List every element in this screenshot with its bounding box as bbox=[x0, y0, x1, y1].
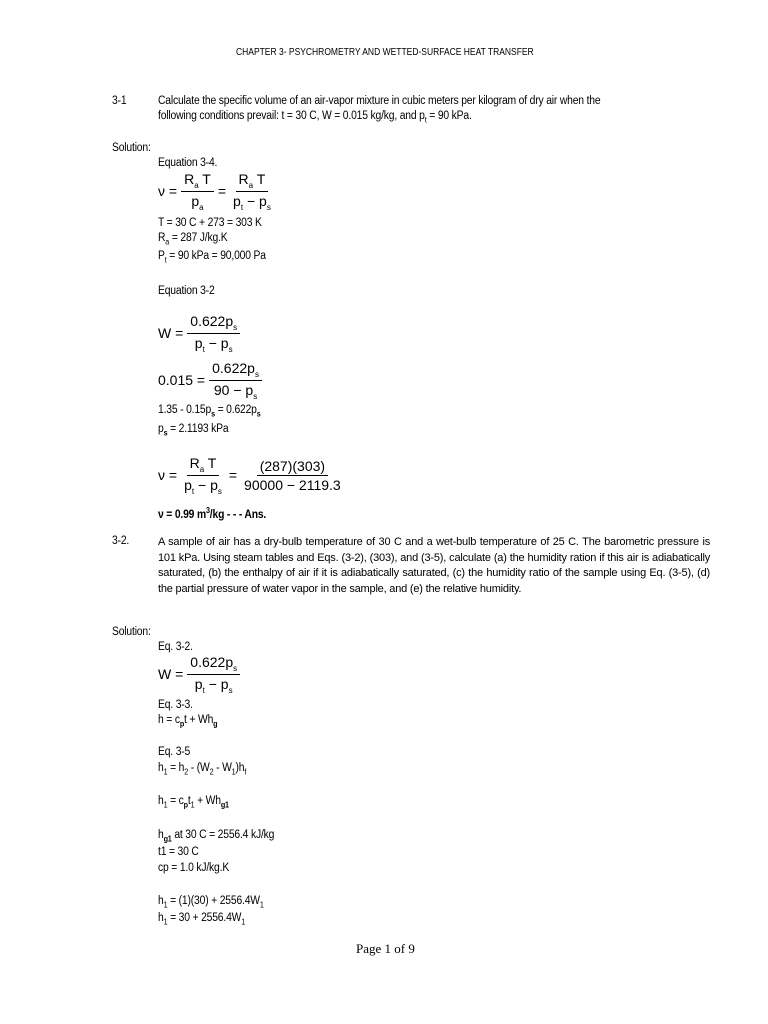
ps-equation-line: $1.35 - 0.15p_s = 0.622p_s$ bbox=[158, 404, 261, 419]
page-header: CHAPTER 3- PSYCHROMETRY AND WETTED-SURFACE HEAT TRANSFER bbox=[236, 47, 534, 58]
problem-3-1-text-line1: Calculate the specific volume of an air-vapor mixture in cubic meters per kilogram of dry air when the bbox=[158, 95, 601, 107]
ps-value-line: $p_s = 2.1193$ kPa bbox=[158, 423, 229, 438]
temperature-line: T = 30 C + 273 = 303 K bbox=[158, 217, 262, 229]
hg1-value: $h_{g1}$ at 30 C = 2556.4 kJ/kg bbox=[158, 829, 275, 844]
humidity-ratio-substituted: 0.015 = $\frac{0.622p_s}{90 - p_s}$ bbox=[158, 360, 262, 401]
h1-numeric-1: $h_1 = (1)(30) + 2556.4W_1$ bbox=[158, 895, 264, 910]
equation-3-2-label: Equation 3-2 bbox=[158, 285, 215, 297]
solution-label-1: Solution: bbox=[112, 142, 151, 154]
problem-number-3-2: 3-2. bbox=[112, 535, 130, 547]
page-number: Page 1 of 9 bbox=[356, 941, 415, 956]
eq-3-5-label: Eq. 3-5 bbox=[158, 746, 191, 758]
problem-3-1-text-line2: following conditions prevail: t = 30 C, W = 0.015 kg/kg, and $p_t = 90$ kPa. bbox=[158, 110, 472, 125]
answer-3-1: ν = 0.99 $m^3/kg$ - - - Ans. bbox=[158, 506, 267, 521]
cp-value: cp = 1.0 kJ/kg.K bbox=[158, 862, 230, 874]
eq-3-3-label: Eq. 3-3. bbox=[158, 699, 193, 711]
humidity-ratio-formula-2: W = $\frac{0.622p_s}{p_t - p_s}$ bbox=[158, 654, 240, 695]
specific-volume-formula: ν = $\frac{R_a T}{p_a}$ = $\frac{R_a T}{p_t - p_s}$ bbox=[158, 171, 271, 212]
h1-equation: $h_1 = h_2 - (W_2 - W_1)h_f$ bbox=[158, 762, 247, 777]
eq-3-2-label: Eq. 3-2. bbox=[158, 641, 193, 653]
h1-cp-equation: $h_1 = c_pt_1 + Wh_{g1}$ bbox=[158, 795, 229, 810]
h1-numeric-2: $h_1 = 30 + 2556.4W_1$ bbox=[158, 912, 246, 927]
enthalpy-equation: $h = c_pt + Wh_g$ bbox=[158, 714, 218, 729]
pt-line: $P_t = 90$ kPa = 90,000 Pa bbox=[158, 250, 266, 265]
specific-volume-substituted: ν = $\frac{R_a T}{p_t - p_s}$ = $\frac{(287)(303)}{90000 - 2119.3}$ bbox=[158, 455, 341, 496]
equation-3-4-label: Equation 3-4. bbox=[158, 157, 218, 169]
t1-value: t1 = 30 C bbox=[158, 846, 199, 858]
solution-label-2: Solution: bbox=[112, 626, 151, 638]
ra-line: $R_a = 287$ J/kg.K bbox=[158, 232, 228, 247]
problem-3-2-text: A sample of air has a dry-bulb temperature of 30 C and a wet-bulb temperature of 25 C. The barometric pressure is 101 kPa. Using steam tables and Eqs. (3-2), (303), and (3-5), calculate (a) the humidity ration if this air is adiabatically saturated, (b) the enthalpy of air if it is adiabatically saturated, (c) the humidity ratio of the sample using Eq. (3-5), (d) the partial pressure of water vapor in the sample, and (e) the relative humidity. bbox=[158, 536, 710, 595]
problem-number-3-1: 3-1 bbox=[112, 95, 127, 107]
humidity-ratio-formula: W = $\frac{0.622p_s}{p_t - p_s}$ bbox=[158, 313, 240, 354]
